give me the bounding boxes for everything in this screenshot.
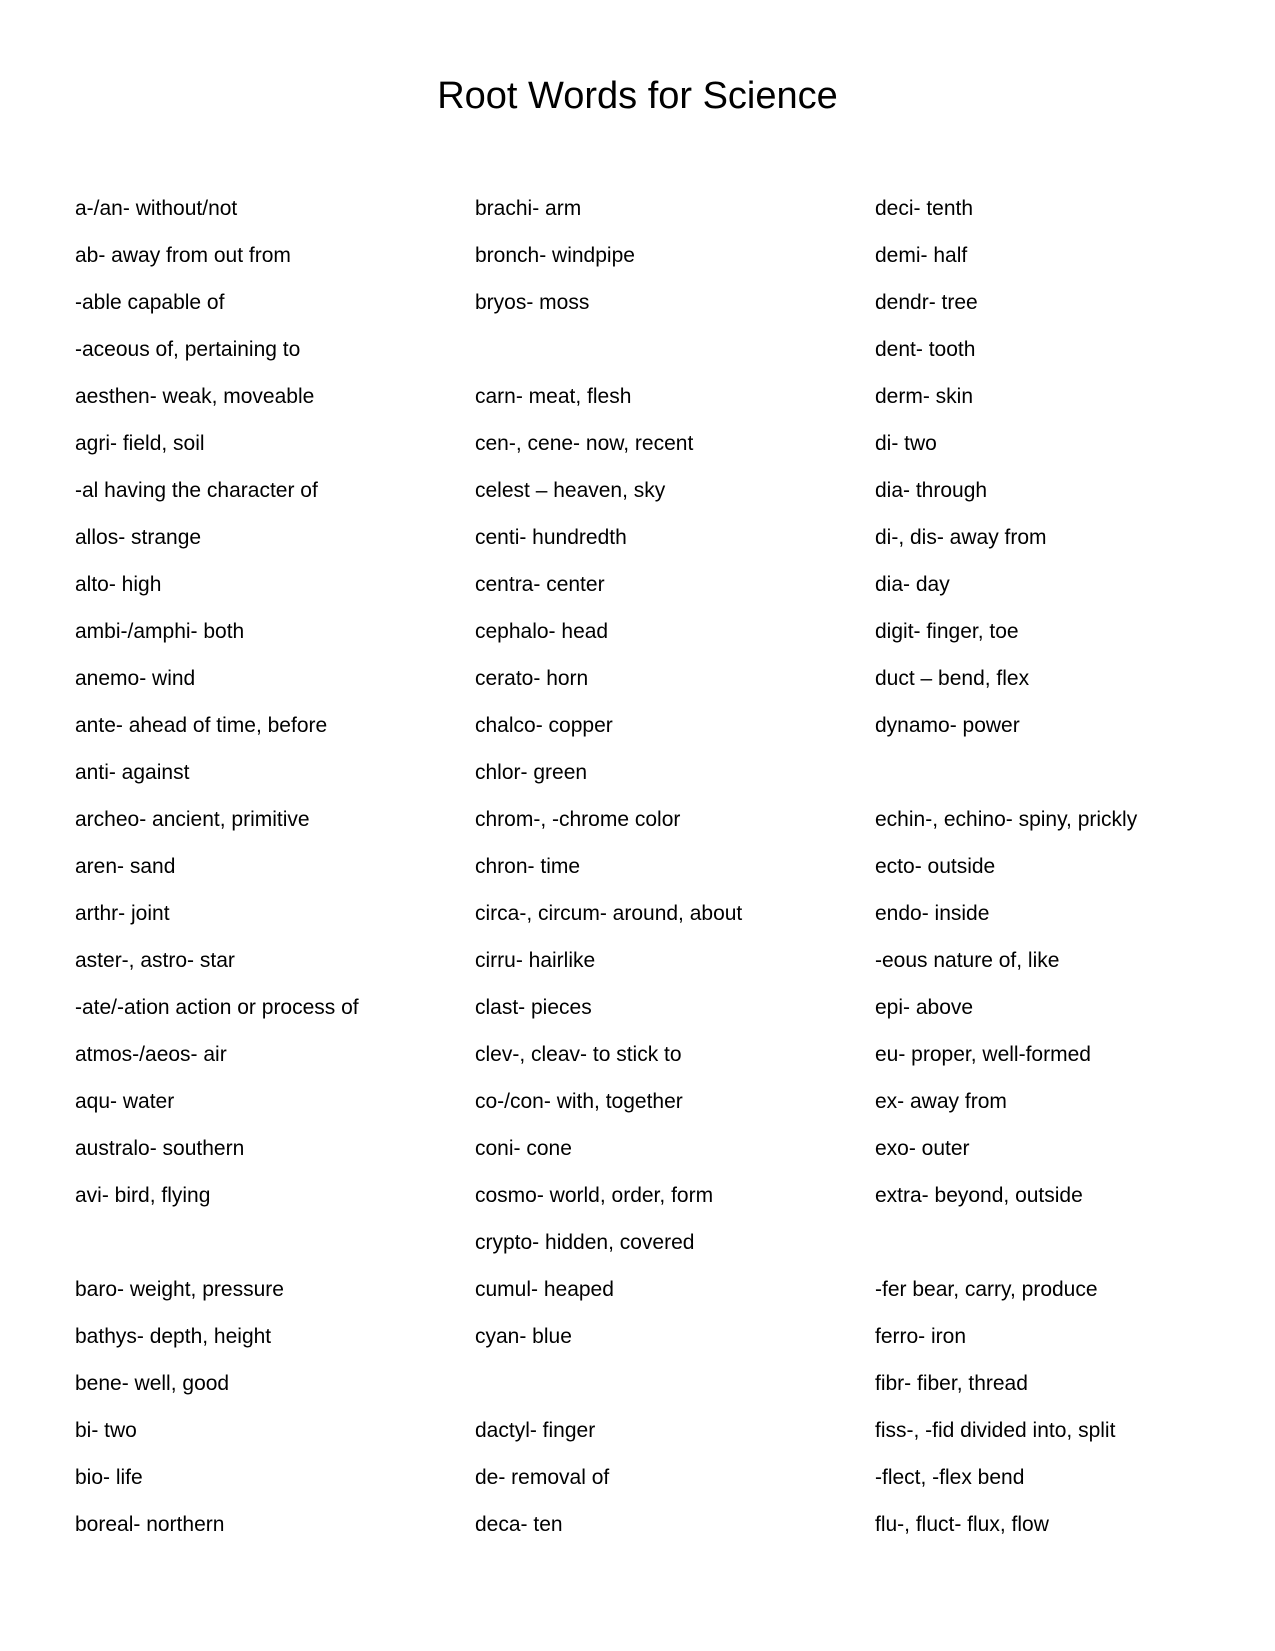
root-word-entry: de- removal of [475,1466,610,1489]
root-word-entry: chlor- green [475,761,588,784]
root-word-entry: -flect, -flex bend [875,1466,1025,1489]
root-word-entry: dia- day [875,573,950,596]
root-word-entry: -eous nature of, like [875,949,1060,972]
root-word-entry: bio- life [75,1466,143,1489]
root-word-entry: di-, dis- away from [875,526,1047,549]
root-word-entry: ex- away from [875,1090,1007,1113]
blank-line [875,1219,1265,1266]
root-word-entry: -aceous of, pertaining to [75,338,301,361]
root-word-entry: anemo- wind [75,667,196,690]
root-word-entry: co-/con- with, together [475,1090,683,1113]
root-word-entry: aren- sand [75,855,176,878]
root-word-entry: cumul- heaped [475,1278,614,1301]
root-word-entry: eu- proper, well-formed [875,1043,1091,1066]
root-word-entry: demi- half [875,244,968,267]
root-word-entry: deca- ten [475,1513,563,1536]
root-word-entry: cirru- hairlike [475,949,596,972]
root-words-column-2 [475,185,865,1548]
blank-line [475,1360,865,1407]
root-word-entry: -al having the character of [75,479,318,502]
root-words-column-1 [75,185,465,1548]
root-word-entry: echin-, echino- spiny, prickly [875,808,1138,831]
root-word-entry: bronch- windpipe [475,244,635,267]
root-word-entry: boreal- northern [75,1513,225,1536]
root-word-entry: agri- field, soil [75,432,205,455]
root-word-entry: fiss-, -fid divided into, split [875,1419,1116,1442]
root-word-entry: -ate/-ation action or process of [75,996,359,1019]
root-word-entry: dent- tooth [875,338,976,361]
root-word-entry: avi- bird, flying [75,1184,211,1207]
root-word-entry: aqu- water [75,1090,175,1113]
root-word-entry: allos- strange [75,526,202,549]
root-word-entry: clev-, cleav- to stick to [475,1043,682,1066]
root-word-entry: chrom-, -chrome color [475,808,681,831]
root-word-entry: ab- away from out from [75,244,291,267]
root-word-entry: digit- finger, toe [875,620,1019,643]
root-word-entry: atmos-/aeos- air [75,1043,227,1066]
root-word-entry: exo- outer [875,1137,970,1160]
root-word-entry: anti- against [75,761,190,784]
root-word-entry: a-/an- without/not [75,197,238,220]
root-word-entry: bryos- moss [475,291,590,314]
root-word-entry: brachi- arm [475,197,582,220]
root-word-entry: dia- through [875,479,988,502]
root-word-entry: epi- above [875,996,974,1019]
root-word-entry: clast- pieces [475,996,592,1019]
root-word-entry: cosmo- world, order, form [475,1184,714,1207]
root-word-entry: bathys- depth, height [75,1325,272,1348]
root-word-entry: -fer bear, carry, produce [875,1278,1098,1301]
root-word-entry: flu-, fluct- flux, flow [875,1513,1049,1536]
root-word-entry: ecto- outside [875,855,996,878]
root-word-entry: cen-, cene- now, recent [475,432,694,455]
root-word-entry: ferro- iron [875,1325,967,1348]
root-word-entry: aster-, astro- star [75,949,235,972]
root-word-entry: australo- southern [75,1137,245,1160]
blank-line [475,326,865,373]
root-word-entry: crypto- hidden, covered [475,1231,695,1254]
root-word-entry: endo- inside [875,902,990,925]
root-word-entry: di- two [875,432,937,455]
root-word-entry: dactyl- finger [475,1419,596,1442]
root-word-entry: chalco- copper [475,714,613,737]
root-word-entry: ambi-/amphi- both [75,620,245,643]
root-word-entry: -able capable of [75,291,225,314]
root-word-entry: ante- ahead of time, before [75,714,328,737]
root-word-entry: celest – heaven, sky [475,479,666,502]
root-word-entry: extra- beyond, outside [875,1184,1083,1207]
root-word-entry: circa-, circum- around, about [475,902,743,925]
root-word-entry: arthr- joint [75,902,170,925]
root-word-entry: coni- cone [475,1137,572,1160]
root-word-entry: baro- weight, pressure [75,1278,284,1301]
root-word-entry: dendr- tree [875,291,978,314]
root-word-entry: deci- tenth [875,197,974,220]
root-word-entry: fibr- fiber, thread [875,1372,1028,1395]
root-word-entry: dynamo- power [875,714,1020,737]
root-word-entry: alto- high [75,573,162,596]
root-word-entry: archeo- ancient, primitive [75,808,310,831]
root-word-entry: duct – bend, flex [875,667,1030,690]
root-word-entry: chron- time [475,855,581,878]
root-word-entry: derm- skin [875,385,974,408]
blank-line [75,1219,465,1266]
page-title: Root Words for Science [437,75,838,117]
root-words-column-3 [875,185,1265,1548]
root-word-entry: cephalo- head [475,620,609,643]
root-word-entry: bi- two [75,1419,137,1442]
root-word-entry: carn- meat, flesh [475,385,632,408]
root-word-entry: cerato- horn [475,667,589,690]
root-word-entry: bene- well, good [75,1372,230,1395]
root-word-entry: cyan- blue [475,1325,572,1348]
blank-line [875,749,1265,796]
root-word-entry: aesthen- weak, moveable [75,385,315,408]
root-word-entry: centra- center [475,573,605,596]
root-word-entry: centi- hundredth [475,526,627,549]
